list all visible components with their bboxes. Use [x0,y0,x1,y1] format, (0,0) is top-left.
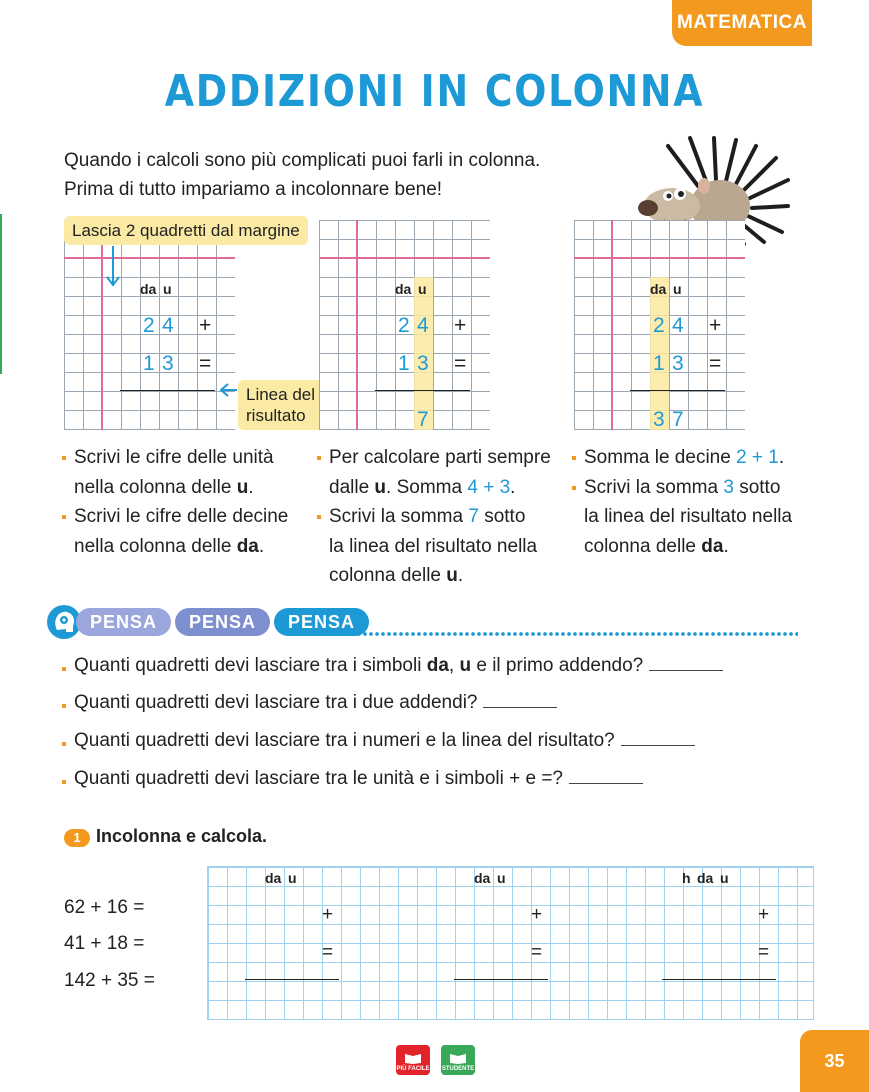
list-item: Scrivi le cifre delle unità nella colonna delle u. [62,443,312,502]
question-1: Quanti quadretti devi lasciare tra i simboli da, u e il primo addendo? [62,655,723,677]
answer-blank[interactable] [483,707,557,708]
equals-sign: = [199,352,212,375]
list-item: Scrivi la somma 7 sotto la linea del risultato nella colonna delle u. [317,502,577,591]
result-digit: 3 [653,408,665,431]
steps-column-1 [62,443,312,561]
equation-2: 41 + 18 = [64,933,145,954]
badge-student[interactable]: STUDENTE [441,1045,475,1075]
grid2-top-line [319,257,490,259]
plus-sign: + [322,904,334,925]
col-header-u: u [497,870,506,886]
answer-blank[interactable] [649,670,723,671]
book-icon [404,1052,422,1064]
intro-line-2: Prima di tutto impariamo a incolonnare bene! [64,179,443,200]
col-header-u: u [720,870,729,886]
col-header-da: da [265,870,282,886]
result-line [454,979,548,980]
list-item: Per calcolare parti sempre dalle u. Somma 4 + 3. [317,443,577,502]
col-header-u: u [418,281,427,297]
equation-1: 62 + 16 = [64,897,145,918]
plus-sign: + [709,314,722,337]
book-icon [449,1052,467,1064]
digit: 3 [417,352,429,375]
arrow-down-icon [104,244,122,288]
answer-blank[interactable] [569,783,643,784]
plus-sign: + [758,904,770,925]
steps-column-2 [317,443,577,591]
exercise-number: 1 [64,829,90,847]
grid1-top-line [64,257,235,259]
col-header-da: da [650,281,667,297]
digit: 1 [398,352,410,375]
exercise-grid[interactable] [207,866,814,1020]
equals-sign: = [709,352,722,375]
plus-sign: + [199,314,212,337]
badge-easier[interactable]: PIÙ FACILE [396,1045,430,1075]
col-header-u: u [673,281,682,297]
result-line [375,390,470,391]
grid2-margin-line [356,220,358,430]
pensa-pill: PENSA [175,608,270,636]
digit: 2 [398,314,410,337]
arrow-left-icon [218,382,238,398]
callout-margin: Lascia 2 quadretti dal margine [64,216,308,245]
digit: 2 [143,314,155,337]
margin-accent [0,214,2,374]
digit: 4 [162,314,174,337]
grid1-margin-line [101,220,103,430]
col-header-da: da [474,870,491,886]
digit: 4 [672,314,684,337]
equals-sign: = [454,352,467,375]
col-header-u: u [288,870,297,886]
col-header-h: h [682,870,691,886]
equation-3: 142 + 35 = [64,970,155,991]
list-item: Scrivi la somma 3 sotto la linea del risultato nella colonna delle da. [572,473,842,562]
grid3-top-line [574,257,745,259]
col-header-da: da [395,281,412,297]
result-line [120,390,215,391]
steps-column-3 [572,443,842,561]
result-line [245,979,339,980]
digit: 1 [653,352,665,375]
callout-result-line: Linea del risultato [238,380,323,430]
question-3: Quanti quadretti devi lasciare tra i numeri e la linea del risultato? [62,730,695,752]
equals-sign: = [531,942,543,963]
grid3-margin-line [611,220,613,430]
digit: 3 [162,352,174,375]
pensa-pill: PENSA [274,608,369,636]
digit: 4 [417,314,429,337]
plus-sign: + [454,314,467,337]
exercise-title: Incolonna e calcola. [96,826,268,846]
col-header-u: u [163,281,172,297]
list-item: Scrivi le cifre delle decine nella colonna delle da. [62,502,312,561]
result-digit: 7 [417,408,429,431]
digit: 2 [653,314,665,337]
digit: 1 [143,352,155,375]
intro-text [64,146,540,204]
page-number: 35 [800,1030,869,1092]
list-item: Somma le decine 2 + 1. [572,443,842,473]
result-digit: 7 [672,408,684,431]
intro-line-1: Quando i calcoli sono più complicati puoi farli in colonna. [64,150,541,171]
pensa-pill: PENSA [76,608,171,636]
question-4: Quanti quadretti devi lasciare tra le unità e i simboli + e =? [62,768,643,790]
plus-sign: + [531,904,543,925]
equals-sign: = [322,942,334,963]
col-header-da: da [140,281,157,297]
digit: 3 [672,352,684,375]
equals-sign: = [758,942,770,963]
col-header-da: da [697,870,714,886]
answer-blank[interactable] [621,745,695,746]
question-2: Quanti quadretti devi lasciare tra i due addendi? [62,692,557,714]
dotted-divider [320,632,798,636]
subject-tab: MATEMATICA [672,0,812,46]
page-title: ADDIZIONI IN COLONNA [164,66,705,117]
result-line [630,390,725,391]
result-line [662,979,776,980]
